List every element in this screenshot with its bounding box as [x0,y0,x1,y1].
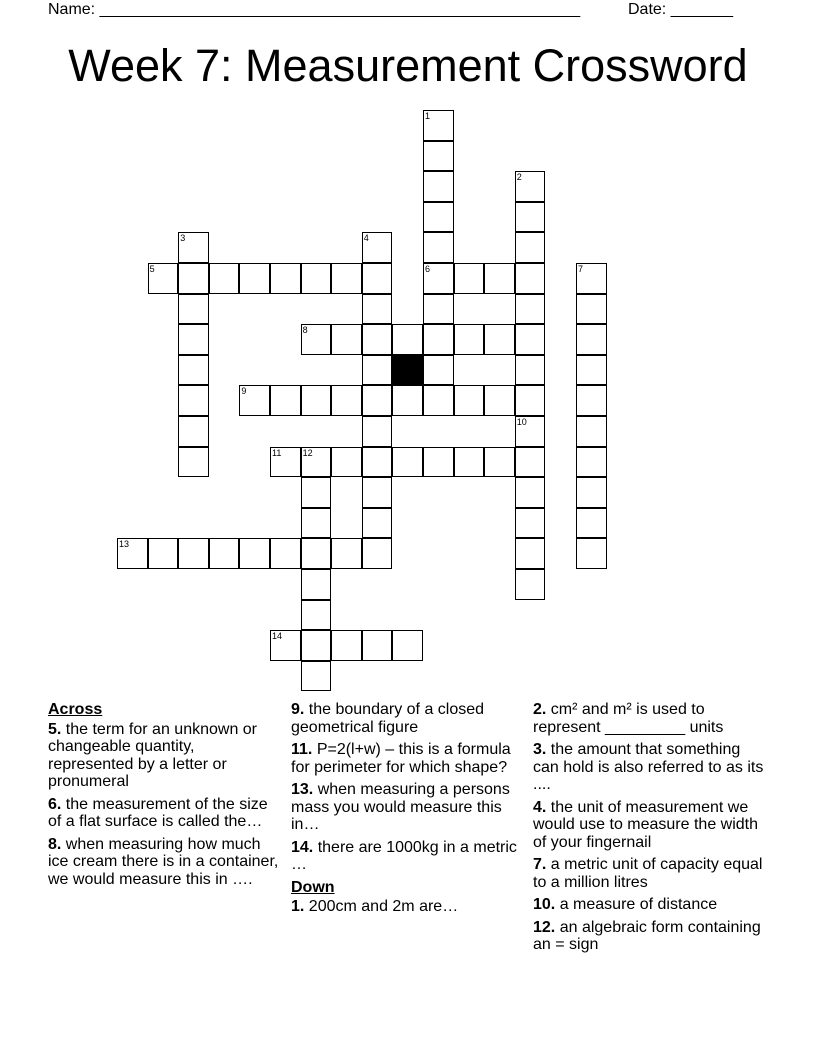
grid-cell[interactable] [515,385,546,416]
grid-cell[interactable] [515,355,546,386]
grid-cell[interactable] [392,447,423,478]
name-field[interactable]: Name: ______________________________________________________ [48,1,581,18]
grid-cell[interactable] [515,508,546,539]
grid-cell[interactable] [301,385,332,416]
grid-cell[interactable] [515,294,546,325]
grid-cell[interactable] [515,538,546,569]
grid-cell[interactable] [239,263,270,294]
grid-cell[interactable] [484,324,515,355]
cell-number: 6 [425,264,431,274]
clue-text: a metric unit of capacity equal to a million litres [533,856,763,891]
clues-column-3 [533,701,768,959]
grid-cell[interactable] [331,538,362,569]
grid-cell[interactable] [576,447,607,478]
grid-cell[interactable] [178,324,209,355]
grid-cell[interactable] [576,324,607,355]
cell-number: 5 [149,264,155,274]
across-clue-5 [48,721,283,791]
across-clue-6 [48,796,283,831]
clue-number: 12. [533,918,556,936]
across-clue-14 [291,839,526,874]
clue-number: 9. [291,701,305,718]
cell-number: 8 [302,325,308,336]
grid-cell[interactable] [515,447,546,478]
clue-number: 4. [533,798,547,816]
grid-cell[interactable] [515,232,546,263]
grid-cell[interactable] [576,294,607,325]
grid-cell[interactable] [178,263,209,294]
clue-text: the measurement of the size of a flat surface is called the… [48,795,268,830]
grid-cell[interactable] [301,508,332,539]
grid-cell[interactable] [576,355,607,386]
grid-cell[interactable] [148,538,179,569]
grid-cell[interactable] [576,263,607,294]
grid-cell[interactable] [423,171,454,202]
clue-text: cm² and m² is used to represent _________ units [533,701,724,736]
grid-cell[interactable] [362,385,393,416]
grid-cell[interactable] [515,171,546,202]
grid-cell[interactable] [239,385,270,416]
grid-cell[interactable] [362,447,393,478]
cell-number: 13 [119,539,130,550]
grid-cell[interactable] [576,416,607,447]
down-clue-4 [533,799,768,852]
grid-cell[interactable] [392,324,423,355]
grid-cell[interactable] [362,355,393,386]
cell-number: 14 [272,631,283,642]
grid-cell[interactable] [270,385,301,416]
grid-cell[interactable] [331,263,362,294]
grid-cell[interactable] [209,538,240,569]
down-clue-2 [533,701,768,736]
down-clue-1 [291,898,526,916]
grid-cell[interactable] [178,385,209,416]
grid-cell[interactable] [576,508,607,539]
clue-text: 200cm and 2m are… [308,898,459,915]
grid-cell[interactable] [301,447,332,478]
cell-number: 10 [516,417,527,427]
cell-number: 9 [241,386,247,397]
grid-cell[interactable] [301,538,332,569]
cell-number: 2 [516,172,522,183]
grid-cell[interactable] [331,630,362,661]
grid-cell[interactable] [576,477,607,508]
grid-cell[interactable] [362,294,393,325]
grid-cell[interactable] [454,324,485,355]
clue-number: 1. [291,898,305,915]
grid-cell[interactable] [515,263,546,294]
clue-text: an algebraic form containing an = sign [533,918,761,953]
clue-number: 5. [48,720,62,738]
clues-column-1 [48,701,283,893]
grid-cell[interactable] [148,263,179,294]
grid-cell[interactable] [576,538,607,569]
clue-text: when measuring how much ice cream there is in a container, we would measure this in …. [48,835,279,888]
grid-cell[interactable] [301,263,332,294]
grid-cell[interactable] [423,447,454,478]
grid-cell[interactable] [301,477,332,508]
down-clue-12 [533,919,768,954]
grid-cell[interactable] [423,294,454,325]
grid-cell[interactable] [515,416,546,447]
grid-cell[interactable] [362,630,393,661]
grid-cell[interactable] [270,263,301,294]
clue-number: 2. [533,701,547,718]
grid-cell[interactable] [423,202,454,233]
grid-cell[interactable] [484,263,515,294]
grid-cell[interactable] [301,600,332,631]
grid-cell[interactable] [392,630,423,661]
clue-text: the term for an unknown or changeable quantity, represented by a letter or pronumeral [48,720,258,790]
grid-cell[interactable] [117,538,148,569]
grid-cell[interactable] [454,447,485,478]
date-field[interactable]: Date: _______ [628,1,733,18]
across-clue-8 [48,836,283,889]
across-clue-9 [291,701,526,736]
clue-text: when measuring a persons mass you would measure this in… [291,781,510,833]
clue-text: a measure of distance [559,896,718,913]
clue-text: the unit of measurement we would use to measure the width of your fingernail [533,798,759,851]
grid-cell[interactable] [362,538,393,569]
grid-cell[interactable] [362,324,393,355]
cell-number: 12 [302,447,313,458]
clue-text: the boundary of a closed geometrical figure [291,701,485,736]
clue-number: 7. [533,856,547,873]
grid-cell[interactable] [270,538,301,569]
grid-cell[interactable] [301,661,332,692]
grid-cell[interactable] [423,263,454,294]
grid-cell[interactable] [301,630,332,661]
grid-cell[interactable] [515,569,546,600]
grid-cell[interactable] [301,324,332,355]
grid-cell[interactable] [423,110,454,141]
clue-number: 8. [48,835,62,853]
blocked-cell [392,355,423,386]
grid-cell[interactable] [178,355,209,386]
down-clue-3 [533,741,768,794]
clue-number: 6. [48,795,62,813]
grid-cell[interactable] [423,355,454,386]
across-clue-11 [291,741,526,776]
clue-number: 14. [291,838,314,856]
clue-text: the amount that something can hold is also referred to as its .... [533,741,764,793]
grid-cell[interactable] [362,477,393,508]
grid-cell[interactable] [270,447,301,478]
page-title: Week 7: Measurement Crossword [68,40,748,91]
grid-cell[interactable] [392,385,423,416]
grid-cell[interactable] [178,294,209,325]
down-clue-7 [533,856,768,891]
grid-cell[interactable] [362,263,393,294]
grid-cell[interactable] [209,263,240,294]
down-clue-10 [533,896,768,914]
grid-cell[interactable] [362,416,393,447]
cell-number: 1 [425,111,431,121]
grid-cell[interactable] [423,141,454,172]
grid-cell[interactable] [331,385,362,416]
down-heading: Down [291,878,335,896]
grid-cell[interactable] [178,232,209,263]
grid-cell[interactable] [178,447,209,478]
grid-cell[interactable] [178,538,209,569]
grid-cell[interactable] [301,569,332,600]
grid-cell[interactable] [423,385,454,416]
grid-cell[interactable] [454,263,485,294]
clue-text: P=2(l+w) – this is a formula for perimeter for which shape? [291,741,511,776]
grid-cell[interactable] [331,324,362,355]
grid-cell[interactable] [423,232,454,263]
cell-number: 3 [180,233,186,244]
grid-cell[interactable] [515,324,546,355]
grid-cell[interactable] [178,416,209,447]
grid-cell[interactable] [331,447,362,478]
grid-cell[interactable] [515,202,546,233]
grid-cell[interactable] [484,447,515,478]
grid-cell[interactable] [515,477,546,508]
clue-number: 3. [533,741,547,758]
grid-cell[interactable] [576,385,607,416]
clue-number: 11. [291,741,313,758]
grid-cell[interactable] [362,508,393,539]
grid-cell[interactable] [454,385,485,416]
grid-cell[interactable] [423,324,454,355]
grid-cell[interactable] [484,385,515,416]
clues-column-2 [291,701,526,921]
across-heading: Across [48,701,103,718]
cell-number: 11 [272,447,282,458]
clue-number: 13. [291,781,314,798]
cell-number: 4 [363,233,369,244]
grid-cell[interactable] [362,232,393,263]
across-clue-13 [291,781,526,834]
cell-number: 7 [578,264,584,274]
grid-cell[interactable] [239,538,270,569]
clue-text: there are 1000kg in a metric … [291,838,517,873]
clue-number: 10. [533,896,556,913]
grid-cell[interactable] [270,630,301,661]
